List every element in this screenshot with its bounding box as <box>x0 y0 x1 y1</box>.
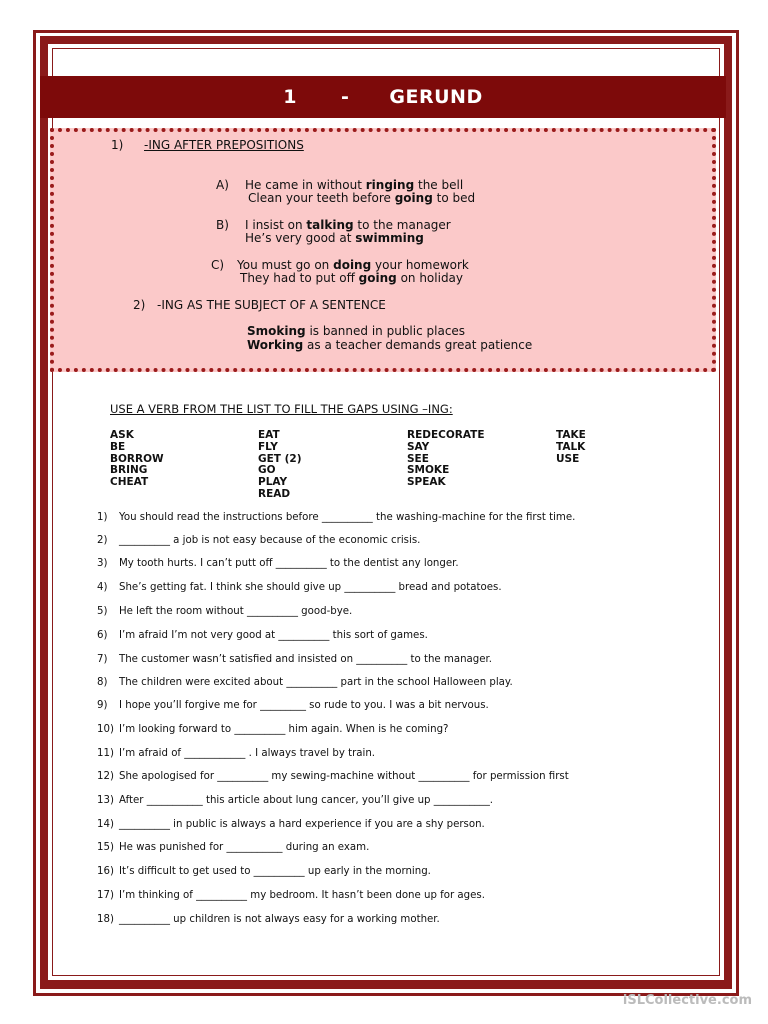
verb: BORROW <box>110 452 164 465</box>
verb: EAT <box>258 429 280 441</box>
verb-column-2 <box>258 430 302 501</box>
question-item: 12) She apologised for __________ my sewing-machine without __________ for permission first <box>97 771 569 782</box>
rule2-number: 2) <box>133 298 146 312</box>
question-text: I’m afraid of ____________ . I always travel by train. <box>119 748 376 759</box>
verb: FLY <box>258 440 278 453</box>
verb: READ <box>258 487 291 500</box>
question-item: 5) He left the room without __________ good-bye. <box>97 606 353 617</box>
page-border-right-band <box>724 44 732 980</box>
question-item: 18) __________ up children is not always easy for a working mother. <box>97 914 440 925</box>
question-text: I hope you’ll forgive me for _________ so rude to you. I was a bit nervous. <box>119 700 489 711</box>
question-text: She’s getting fat. I think she should give up __________ bread and potatoes. <box>119 582 502 593</box>
verb: PLAY <box>258 476 288 489</box>
rule1-title: -ING AFTER PREPOSITIONS <box>144 138 304 152</box>
grammar-rules-box <box>50 128 716 372</box>
question-text: I’m thinking of __________ my bedroom. It hasn’t been done up for ages. <box>119 890 485 901</box>
verb: ASK <box>110 429 134 441</box>
question-text: __________ up children is not always easy for a working mother. <box>119 914 440 925</box>
verb: CHEAT <box>110 476 149 489</box>
question-item: 13) After ___________ this article about lung cancer, you’ll give up ___________. <box>97 795 494 806</box>
verb: SPEAK <box>407 476 446 489</box>
question-item: 14) __________ in public is always a hard experience if you are a shy person. <box>97 819 485 830</box>
question-item: 16) It’s difficult to get used to __________ up early in the morning. <box>97 866 431 877</box>
verb-column-4 <box>556 430 586 465</box>
title-dash: - <box>341 86 350 108</box>
example-c-letter: C) <box>211 258 225 272</box>
verb-column-3 <box>407 430 485 489</box>
question-item: 6) I’m afraid I’m not very good at __________ this sort of games. <box>97 630 428 641</box>
verb-column-1 <box>110 430 164 489</box>
example-c-line2: They had to put off going on holiday <box>240 271 464 285</box>
question-item: 4) She’s getting fat. I think she should give up __________ bread and potatoes. <box>97 582 502 593</box>
verb: BE <box>110 440 126 453</box>
question-text: It’s difficult to get used to __________ up early in the morning. <box>119 866 431 877</box>
question-text: She apologised for __________ my sewing-machine without __________ for permission first <box>119 771 569 782</box>
question-item: 8) The children were excited about __________ part in the school Halloween play. <box>97 677 513 688</box>
example-b-letter: B) <box>216 218 229 232</box>
question-text: He was punished for ___________ during an exam. <box>119 842 370 853</box>
verb: SEE <box>407 452 429 465</box>
question-text: You should read the instructions before __________ the washing-machine for the first time. <box>119 512 576 523</box>
verb: TALK <box>556 440 586 453</box>
question-text: My tooth hurts. I can’t putt off __________ to the dentist any longer. <box>119 558 459 569</box>
question-text: After ___________ this article about lung cancer, you’ll give up ___________. <box>119 795 494 806</box>
verb: TAKE <box>556 429 586 441</box>
example-a-line1: He came in without ringing the bell <box>245 178 464 192</box>
title-number: 1 <box>283 86 298 108</box>
subject-example-1: Smoking is banned in public places <box>247 324 466 338</box>
title-banner <box>40 76 726 118</box>
title-word: GERUND <box>389 86 483 108</box>
example-b-line1: I insist on talking to the manager <box>245 218 451 232</box>
example-b-line2: He’s very good at swimming <box>245 231 424 245</box>
verb: GO <box>258 464 276 477</box>
verb: SAY <box>407 440 430 453</box>
page-border-top-band <box>40 36 732 44</box>
question-item: 1) You should read the instructions before __________ the washing-machine for the first time. <box>97 512 576 523</box>
question-item: 11) I’m afraid of ____________ . I always travel by train. <box>97 748 376 759</box>
verb: BRING <box>110 464 148 477</box>
page-border-left-band <box>40 44 48 980</box>
question-item: 2) __________ a job is not easy because of the economic crisis. <box>97 535 421 546</box>
question-text: __________ in public is always a hard experience if you are a shy person. <box>119 819 485 830</box>
question-item: 15) He was punished for ___________ during an exam. <box>97 842 370 853</box>
verb: REDECORATE <box>407 429 485 441</box>
verb: USE <box>556 452 580 465</box>
rule1-number: 1) <box>111 138 124 152</box>
example-a-line2: Clean your teeth before going to bed <box>248 191 476 205</box>
question-item: 9) I hope you’ll forgive me for _________ so rude to you. I was a bit nervous. <box>97 700 489 711</box>
question-item: 3) My tooth hurts. I can’t putt off __________ to the dentist any longer. <box>97 558 459 569</box>
verb: SMOKE <box>407 464 450 477</box>
page-border-bottom-band <box>40 980 732 989</box>
verb: GET (2) <box>258 452 302 465</box>
question-text: I’m afraid I’m not very good at __________ this sort of games. <box>119 630 428 641</box>
site-watermark: iSLCollective.com <box>622 993 752 1008</box>
question-text: I’m looking forward to __________ him again. When is he coming? <box>119 724 449 735</box>
question-text: The children were excited about __________ part in the school Halloween play. <box>119 677 513 688</box>
question-text: __________ a job is not easy because of the economic crisis. <box>119 535 421 546</box>
example-a-letter: A) <box>216 178 229 192</box>
exercise-instruction: USE A VERB FROM THE LIST TO FILL THE GAPS USING –ING: <box>110 402 453 416</box>
question-text: He left the room without __________ good-bye. <box>119 606 353 617</box>
subject-example-2: Working as a teacher demands great patience <box>247 338 533 352</box>
question-item: 7) The customer wasn’t satisfied and insisted on __________ to the manager. <box>97 654 493 665</box>
question-item: 17) I’m thinking of __________ my bedroom. It hasn’t been done up for ages. <box>97 890 485 901</box>
question-item: 10) I’m looking forward to __________ him again. When is he coming? <box>97 724 449 735</box>
rule2-title: -ING AS THE SUBJECT OF A SENTENCE <box>157 298 386 312</box>
example-c-line1: You must go on doing your homework <box>237 258 469 272</box>
question-text: The customer wasn’t satisfied and insisted on __________ to the manager. <box>119 654 493 665</box>
